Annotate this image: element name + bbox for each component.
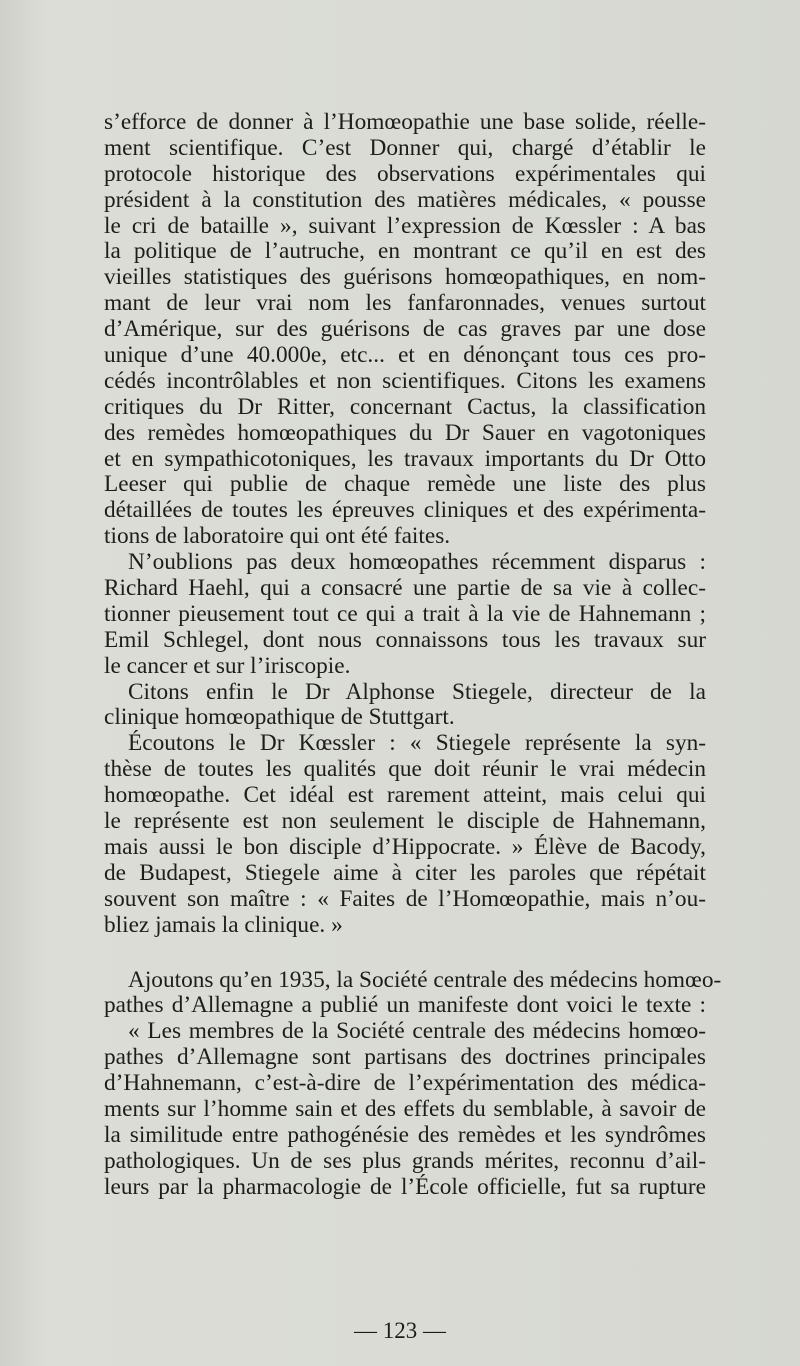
text-line: Citons enfin le Dr Alphonse Stiegele, directeur de la bbox=[128, 678, 706, 705]
text-line: ments sur l’homme sain et des effets du semblable, à savoir de bbox=[104, 1095, 706, 1122]
text-line: d’Hahnemann, c’est-à-dire de l’expérimentation des médica- bbox=[104, 1070, 706, 1097]
text-line: protocole historique des observations expérimentales qui bbox=[104, 160, 706, 187]
text-line: pathes d’Allemagne a publié un manifeste dont voici le texte : bbox=[104, 992, 706, 1019]
text-line: homœopathe. Cet idéal est rarement atteint, mais celui qui bbox=[104, 782, 706, 809]
text-line: Richard Haehl, qui a consacré une partie de sa vie à collec- bbox=[104, 575, 706, 602]
text-line: pathologiques. Un de ses plus grands mérites, reconnu d’ail- bbox=[104, 1147, 706, 1174]
text-line: détaillées de toutes les épreuves cliniques et des expérimenta- bbox=[104, 497, 706, 524]
text-line: la similitude entre pathogénésie des remèdes et les syndrômes bbox=[104, 1121, 706, 1148]
text-line: mant de leur vrai nom les fanfaronnades, venues surtout bbox=[104, 290, 706, 317]
text-line: le cri de bataille », suivant l’expression de Kœssler : A bas bbox=[104, 212, 706, 239]
text-line: souvent son maître : « Faites de l’Homœopathie, mais n’ou- bbox=[104, 885, 706, 912]
text-line: la politique de l’autruche, en montrant ce qu’il en est des bbox=[104, 238, 706, 265]
page-number: — 123 — bbox=[354, 1318, 446, 1343]
text-line: Leeser qui publie de chaque remède une liste des plus bbox=[104, 471, 706, 498]
text-line: vieilles statistiques des guérisons homœopathiques, en nom- bbox=[104, 264, 706, 291]
body-text bbox=[104, 109, 722, 1201]
text-line: ment scientifique. C’est Donner qui, chargé d’établir le bbox=[104, 134, 706, 161]
text-line: « Les membres de la Société centrale des médecins homœo- bbox=[128, 1018, 706, 1045]
text-line: clinique homœopathique de Stuttgart. bbox=[104, 704, 455, 731]
text-line: N’oublions pas deux homœopathes récemment disparus : bbox=[128, 549, 706, 576]
text-line: pathes d’Allemagne sont partisans des doctrines principales bbox=[104, 1044, 706, 1071]
text-line: critiques du Dr Ritter, concernant Cactus, la classification bbox=[104, 393, 706, 420]
paragraph-gap bbox=[104, 939, 706, 968]
paragraph-manifeste-text bbox=[104, 1019, 706, 1200]
paragraph-koessler-quote bbox=[104, 731, 706, 938]
text-line: tions de laboratoire qui ont été faites. bbox=[104, 523, 451, 550]
text-line: président à la constitution des matières médicales, « pousse bbox=[104, 186, 706, 213]
text-line: unique d’une 40.000e, etc... et en dénonçant tous ces pro- bbox=[104, 342, 706, 369]
paragraph-disparus bbox=[104, 550, 706, 679]
text-line: Emil Schlegel, dont nous connaissons tous les travaux sur bbox=[104, 626, 706, 653]
text-line: cédés incontrôlables et non scientifiques. Citons les examens bbox=[104, 367, 706, 394]
text-line: leurs par la pharmacologie de l’École officielle, fut sa rupture bbox=[104, 1173, 706, 1200]
text-line: Ajoutons qu’en 1935, la Société centrale des médecins homœo- bbox=[128, 966, 722, 993]
text-line: et en sympathicotoniques, les travaux importants du Dr Otto bbox=[104, 445, 706, 472]
text-line: bliez jamais la clinique. » bbox=[104, 911, 343, 938]
text-line: thèse de toutes les qualités que doit réunir le vrai médecin bbox=[104, 756, 706, 783]
text-line: mais aussi le bon disciple d’Hippocrate. » Élève de Bacody, bbox=[104, 833, 706, 860]
text-line: Écoutons le Dr Kœssler : « Stiegele représente la syn- bbox=[128, 730, 706, 757]
paragraph-stiegele bbox=[104, 680, 706, 732]
text-line: le représente est non seulement le disciple de Hahnemann, bbox=[104, 808, 706, 835]
text-line: s’efforce de donner à l’Homœopathie une base solide, réelle- bbox=[104, 109, 706, 135]
text-line: de Budapest, Stiegele aime à citer les paroles que répétait bbox=[104, 859, 706, 886]
text-line: le cancer et sur l’iriscopie. bbox=[104, 652, 351, 679]
paragraph-donner bbox=[104, 110, 706, 550]
text-line: tionner pieusement tout ce qui a trait à la vie de Hahnemann ; bbox=[104, 600, 706, 627]
paragraph-manifeste-intro bbox=[104, 966, 722, 1020]
text-line: d’Amérique, sur des guérisons de cas graves par une dose bbox=[104, 316, 706, 343]
text-line: des remèdes homœopathiques du Dr Sauer en vagotoniques bbox=[104, 419, 706, 446]
